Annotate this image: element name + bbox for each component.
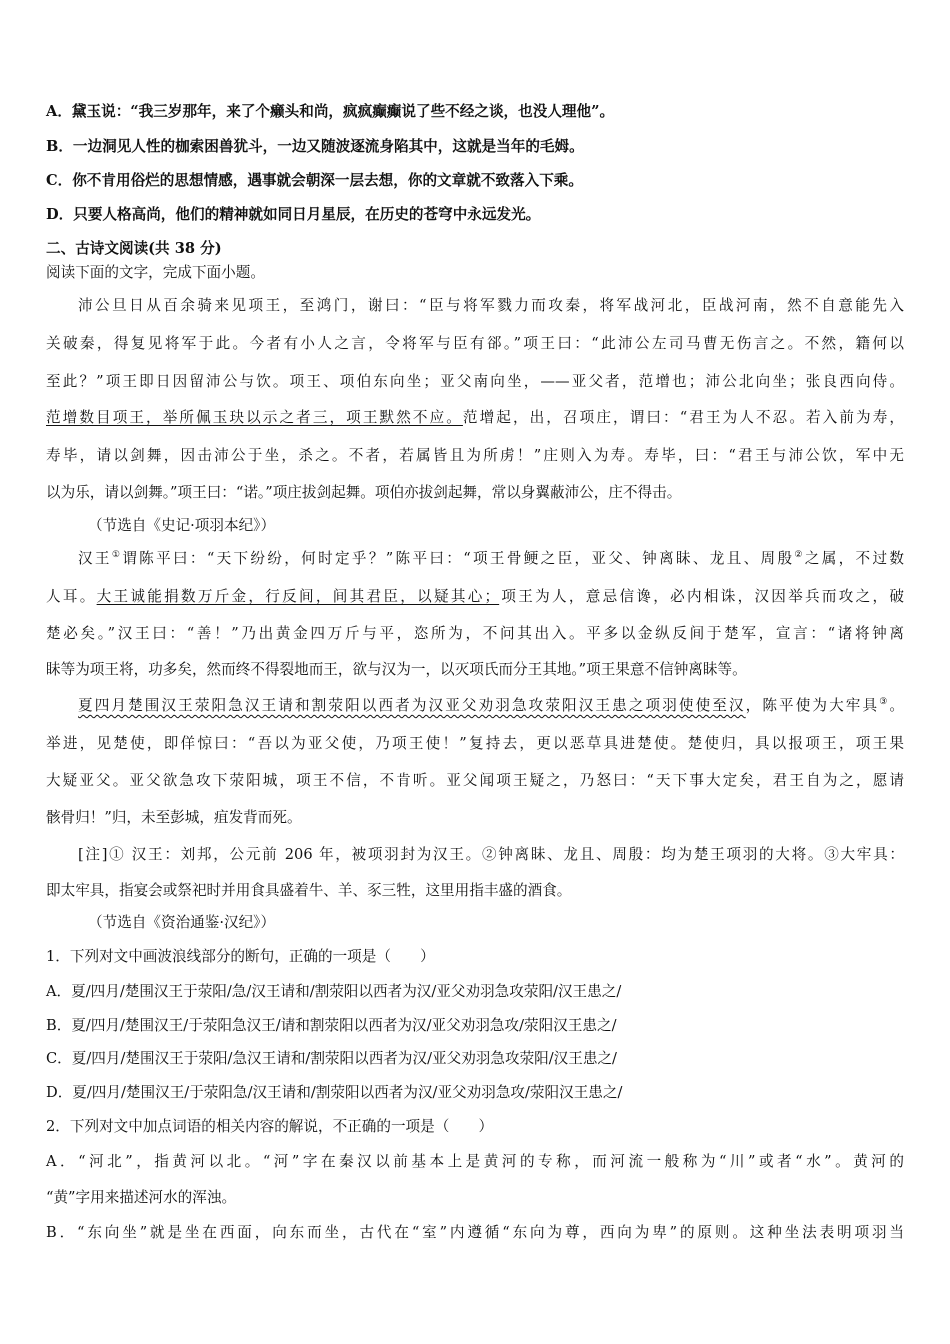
q1-option-b[interactable]: B．夏/四月/楚围汉王/于荥阳急汉王/请和割荥阳以西者为汉/亚父劝羽急攻/荥阳汉王患之/: [46, 1017, 617, 1034]
passage1-line: 至此？”项王即日因留沛公与饮。项王、项伯东向坐；亚父南向坐，——亚父者，范增也；沛公北向坐；张良西向侍。: [46, 373, 904, 390]
section-heading: 二、古诗文阅读(共 38 分): [46, 240, 222, 257]
option-c-top[interactable]: C．你不肯用俗烂的思想情感，遇事就会朝深一层去想，你的文章就不致落入下乘。: [46, 172, 583, 189]
q1-option-a[interactable]: A．夏/四月/楚围汉王于荥阳/急/汉王请和/割荥阳以西者为汉/亚父劝羽急攻荥阳/汉王患之/: [46, 983, 622, 1000]
passage1-source: （节选自《史记·项羽本纪》）: [88, 517, 276, 534]
footnote-marker: ①: [111, 550, 123, 561]
passage2-line: 夏四月楚围汉王荥阳急汉王请和割荥阳以西者为汉亚父劝羽急攻荥阳汉王患之项羽使使至汉，陈平使为大牢具③。: [78, 697, 904, 714]
note-source: （节选自《资治通鉴·汉纪》）: [88, 914, 276, 931]
option-a-top[interactable]: A．黛玉说：“我三岁那年，来了个癞头和尚，疯疯癫癫说了些不经之谈，也没人理他”。: [46, 103, 615, 120]
passage2-line: 骸骨归！”归，未至彭城，疽发背而死。: [46, 809, 302, 826]
option-b-top[interactable]: B．一边洞见人性的枷索困兽犹斗，一边又随波逐流身陷其中，这就是当年的毛姆。: [46, 138, 584, 155]
passage1-line: 寿毕，请以剑舞，因击沛公于坐，杀之。不者，若属皆且为所虏！”庄则入为寿。寿毕，曰：“君王与沛公饮，军中无: [46, 447, 904, 464]
option-d-top[interactable]: D．只要人格高尚，他们的精神就如同日月星辰，在历史的苍穹中永远发光。: [46, 206, 541, 223]
passage1-line: 关破秦，得复见将军于此。今者有小人之言，令将军与臣有郤。”项王曰：“此沛公左司马曹无伤言之。不然，籍何以: [46, 335, 904, 352]
q2-option-b[interactable]: B．“东向坐”就是坐在西面，向东而坐，古代在“室”内遵循“东向为尊，西向为卑”的原则。这种坐法表明项羽当: [46, 1224, 904, 1241]
passage2-line: 大疑亚父。亚父欲急攻下荥阳城，项王不信，不肯听。亚父闻项王疑之，乃怒曰：“天下事大定矣，君王自为之，愿请: [46, 772, 904, 789]
q1-option-c[interactable]: C．夏/四月/楚围汉王于荥阳/急汉王请和/割荥阳以西者为汉/亚父劝羽急攻荥阳/汉王患之/: [46, 1050, 617, 1067]
note-line: [注]① 汉王：刘邦，公元前 206 年，被项羽封为汉王。②钟离眛、龙且、周殷：均为楚王项羽的大将。③大牢具：: [78, 846, 904, 863]
passage2-line: 眛等为项王将，功多矣，然而终不得裂地而王，欲与汉为一，以灭项氏而分王其地。”项王果意不信钟离眛等。: [46, 661, 747, 678]
passage2-line: 楚必矣。”汉王曰：“善！”乃出黄金四万斤与平，恣所为，不问其出入。平多以金纵反间于楚军，宣言：“诸将钟离: [46, 625, 904, 642]
passage2-line: 人耳。大王诚能捐数万斤金，行反间，间其君臣，以疑其心；项王为人，意忌信谗，必内相诛，汉因举兵而攻之，破: [46, 588, 904, 605]
passage2-line: 举进，见楚使，即佯惊曰：“吾以为亚父使，乃项王使！”复持去，更以恶草具进楚使。楚使归，具以报项王，项王果: [46, 735, 904, 752]
q2-option-a[interactable]: A．“河北”，指黄河以北。“河”字在秦汉以前基本上是黄河的专称，而河流一般称为“川”或者“水”。黄河的: [46, 1153, 904, 1170]
passage1-line: 范增数目项王，举所佩玉玦以示之者三，项王默然不应。范增起，出，召项庄，谓曰：“君王为人不忍。若入前为寿，: [46, 409, 904, 426]
passage2-underlined-sentence: 大王诚能捐数万斤金，行反间，间其君臣，以疑其心；: [96, 588, 500, 605]
passage1-line: 沛公旦日从百余骑来见项王，至鸿门，谢曰：“臣与将军戮力而攻秦，将军战河北，臣战河南，然不自意能先入: [78, 297, 904, 314]
section-instruction: 阅读下面的文字，完成下面小题。: [46, 264, 265, 281]
note-line: 即太牢具，指宴会或祭祀时并用食具盛着牛、羊、豕三牲，这里用指丰盛的酒食。: [46, 882, 572, 899]
q1-option-d[interactable]: D．夏/四月/楚围汉王/于荥阳急/汉王请和/割荥阳以西者为汉/亚父劝羽急攻/荥阳汉王患之/: [46, 1084, 623, 1101]
q2-option-a-cont: “黄”字用来描述河水的浑浊。: [46, 1189, 237, 1206]
passage2-line: 汉王①谓陈平曰：“天下纷纷，何时定乎？”陈平曰：“项王骨鲠之臣，亚父、钟离眛、龙且、周殷②之属，不过数: [78, 550, 904, 567]
question-2-stem: 2．下列对文中加点词语的相关内容的解说，不正确的一项是（ ）: [46, 1118, 494, 1135]
footnote-marker: ③: [879, 697, 890, 708]
question-1-stem: 1．下列对文中画波浪线部分的断句，正确的一项是（ ）: [46, 948, 435, 965]
passage1-underlined-sentence: 范增数目项王，举所佩玉玦以示之者三，项王默然不应。: [46, 409, 463, 426]
footnote-marker: ②: [794, 550, 805, 561]
passage2-wavy-sentence: 夏四月楚围汉王荥阳急汉王请和割荥阳以西者为汉亚父劝羽急攻荥阳汉王患之项羽使使至汉: [78, 697, 746, 714]
passage1-line: 以为乐，请以剑舞。”项王曰：“诺。”项庄拔剑起舞。项伯亦拔剑起舞，常以身翼蔽沛公，庄不得击。: [46, 484, 682, 501]
